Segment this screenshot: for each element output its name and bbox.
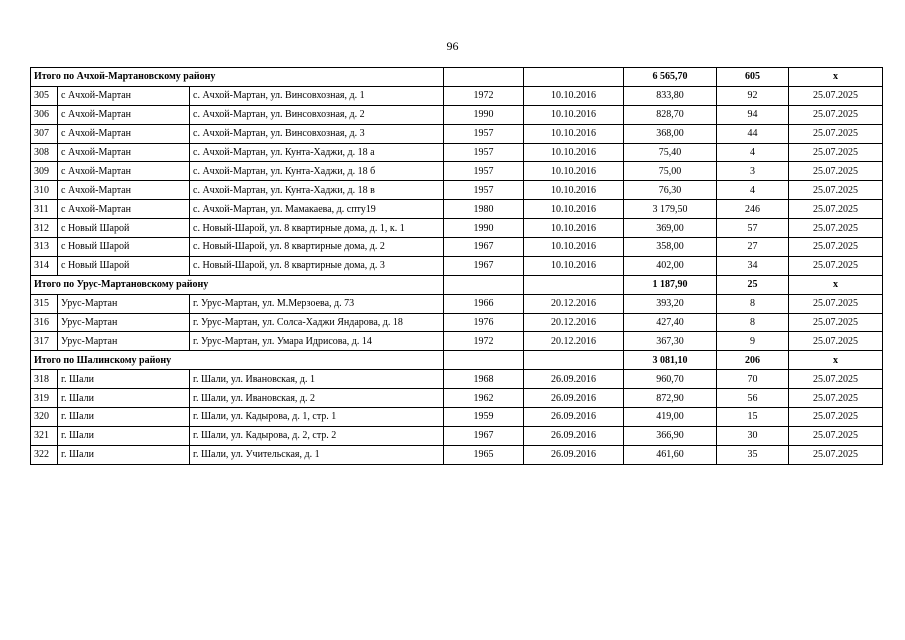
table-row	[31, 389, 883, 408]
table-row	[31, 332, 883, 351]
district-total-row	[31, 275, 883, 294]
residents-count: 246	[717, 200, 789, 219]
deadline-date: 25.07.2025	[789, 313, 883, 332]
table-row	[31, 105, 883, 124]
address: г. Шали, ул. Ивановская, д. 1	[190, 370, 444, 389]
area: 368,00	[624, 124, 717, 143]
row-number: 317	[31, 332, 58, 351]
recognition-date: 26.09.2016	[524, 389, 624, 408]
deadline-date: 25.07.2025	[789, 124, 883, 143]
area: 75,00	[624, 162, 717, 181]
construction-year: 1957	[444, 124, 524, 143]
construction-year: 1966	[444, 294, 524, 313]
area: 369,00	[624, 219, 717, 238]
recognition-date: 26.09.2016	[524, 426, 624, 445]
residents-count: 92	[717, 86, 789, 105]
area: 75,40	[624, 143, 717, 162]
housing-register-table	[30, 67, 883, 465]
total-year-empty	[444, 351, 524, 370]
construction-year: 1965	[444, 445, 524, 464]
recognition-date: 20.12.2016	[524, 294, 624, 313]
recognition-date: 26.09.2016	[524, 408, 624, 427]
address: г. Урус-Мартан, ул. Солса-Хаджи Яндарова, д. 18	[190, 313, 444, 332]
residents-count: 70	[717, 370, 789, 389]
construction-year: 1976	[444, 313, 524, 332]
deadline-date: 25.07.2025	[789, 294, 883, 313]
settlement: с Новый Шарой	[58, 238, 190, 257]
row-number: 322	[31, 445, 58, 464]
recognition-date: 20.12.2016	[524, 332, 624, 351]
construction-year: 1959	[444, 408, 524, 427]
address: с. Ачхой-Мартан, ул. Кунта-Хаджи, д. 18 в	[190, 181, 444, 200]
settlement: г. Шали	[58, 370, 190, 389]
address: с. Ачхой-Мартан, ул. Кунта-Хаджи, д. 18 б	[190, 162, 444, 181]
table-row	[31, 370, 883, 389]
deadline-date: 25.07.2025	[789, 370, 883, 389]
deadline-date: 25.07.2025	[789, 332, 883, 351]
table-row	[31, 162, 883, 181]
recognition-date: 10.10.2016	[524, 256, 624, 275]
deadline-date: 25.07.2025	[789, 445, 883, 464]
recognition-date: 10.10.2016	[524, 162, 624, 181]
residents-count: 44	[717, 124, 789, 143]
address: г. Шали, ул. Кадырова, д. 1, стр. 1	[190, 408, 444, 427]
row-number: 306	[31, 105, 58, 124]
construction-year: 1980	[444, 200, 524, 219]
construction-year: 1957	[444, 181, 524, 200]
deadline-date: 25.07.2025	[789, 86, 883, 105]
area: 828,70	[624, 105, 717, 124]
row-number: 313	[31, 238, 58, 257]
total-area: 1 187,90	[624, 275, 717, 294]
address: г. Урус-Мартан, ул. М.Мерзоева, д. 73	[190, 294, 444, 313]
area: 461,60	[624, 445, 717, 464]
area: 402,00	[624, 256, 717, 275]
total-count: 25	[717, 275, 789, 294]
total-count: 206	[717, 351, 789, 370]
construction-year: 1990	[444, 105, 524, 124]
deadline-date: 25.07.2025	[789, 219, 883, 238]
deadline-date: 25.07.2025	[789, 426, 883, 445]
address: с. Ачхой-Мартан, ул. Кунта-Хаджи, д. 18 а	[190, 143, 444, 162]
table-body	[31, 68, 883, 465]
deadline-date: 25.07.2025	[789, 389, 883, 408]
construction-year: 1972	[444, 86, 524, 105]
settlement: Урус-Мартан	[58, 313, 190, 332]
address: с. Ачхой-Мартан, ул. Мамакаева, д. спту19	[190, 200, 444, 219]
residents-count: 57	[717, 219, 789, 238]
construction-year: 1967	[444, 256, 524, 275]
recognition-date: 10.10.2016	[524, 124, 624, 143]
construction-year: 1967	[444, 426, 524, 445]
total-area: 6 565,70	[624, 68, 717, 87]
residents-count: 9	[717, 332, 789, 351]
row-number: 318	[31, 370, 58, 389]
settlement: г. Шали	[58, 408, 190, 427]
district-total-row	[31, 351, 883, 370]
settlement: с Ачхой-Мартан	[58, 162, 190, 181]
construction-year: 1968	[444, 370, 524, 389]
total-date-empty	[524, 275, 624, 294]
settlement: с Ачхой-Мартан	[58, 200, 190, 219]
area: 960,70	[624, 370, 717, 389]
row-number: 320	[31, 408, 58, 427]
total-label: Итого по Урус-Мартановскому району	[31, 275, 444, 294]
address: с. Новый-Шарой, ул. 8 квартирные дома, д. 3	[190, 256, 444, 275]
total-year-empty	[444, 275, 524, 294]
recognition-date: 10.10.2016	[524, 238, 624, 257]
residents-count: 4	[717, 181, 789, 200]
total-label: Итого по Ачхой-Мартановскому району	[31, 68, 444, 87]
area: 367,30	[624, 332, 717, 351]
residents-count: 15	[717, 408, 789, 427]
row-number: 314	[31, 256, 58, 275]
recognition-date: 10.10.2016	[524, 219, 624, 238]
recognition-date: 10.10.2016	[524, 200, 624, 219]
residents-count: 27	[717, 238, 789, 257]
settlement: с Новый Шарой	[58, 256, 190, 275]
total-count: 605	[717, 68, 789, 87]
row-number: 319	[31, 389, 58, 408]
settlement: с Ачхой-Мартан	[58, 124, 190, 143]
address: г. Шали, ул. Учительская, д. 1	[190, 445, 444, 464]
address: г. Урус-Мартан, ул. Умара Идрисова, д. 14	[190, 332, 444, 351]
construction-year: 1957	[444, 162, 524, 181]
row-number: 308	[31, 143, 58, 162]
residents-count: 4	[717, 143, 789, 162]
settlement: Урус-Мартан	[58, 332, 190, 351]
row-number: 309	[31, 162, 58, 181]
total-label: Итого по Шалинскому району	[31, 351, 444, 370]
area: 833,80	[624, 86, 717, 105]
table-row	[31, 294, 883, 313]
settlement: с Ачхой-Мартан	[58, 105, 190, 124]
construction-year: 1967	[444, 238, 524, 257]
settlement: с Ачхой-Мартан	[58, 181, 190, 200]
area: 366,90	[624, 426, 717, 445]
area: 419,00	[624, 408, 717, 427]
area: 358,00	[624, 238, 717, 257]
table-row	[31, 313, 883, 332]
table-row	[31, 256, 883, 275]
table-row	[31, 219, 883, 238]
table-row	[31, 86, 883, 105]
deadline-date: 25.07.2025	[789, 181, 883, 200]
total-year-empty	[444, 68, 524, 87]
deadline-date: 25.07.2025	[789, 200, 883, 219]
area: 872,90	[624, 389, 717, 408]
recognition-date: 20.12.2016	[524, 313, 624, 332]
settlement: г. Шали	[58, 445, 190, 464]
table-row	[31, 200, 883, 219]
row-number: 305	[31, 86, 58, 105]
address: с. Ачхой-Мартан, ул. Винсовхозная, д. 1	[190, 86, 444, 105]
address: г. Шали, ул. Ивановская, д. 2	[190, 389, 444, 408]
settlement: г. Шали	[58, 426, 190, 445]
residents-count: 35	[717, 445, 789, 464]
address: с. Ачхой-Мартан, ул. Винсовхозная, д. 3	[190, 124, 444, 143]
recognition-date: 26.09.2016	[524, 370, 624, 389]
address: с. Ачхой-Мартан, ул. Винсовхозная, д. 2	[190, 105, 444, 124]
recognition-date: 10.10.2016	[524, 86, 624, 105]
row-number: 311	[31, 200, 58, 219]
address: с. Новый-Шарой, ул. 8 квартирные дома, д. 2	[190, 238, 444, 257]
area: 76,30	[624, 181, 717, 200]
deadline-date: 25.07.2025	[789, 105, 883, 124]
settlement: Урус-Мартан	[58, 294, 190, 313]
construction-year: 1957	[444, 143, 524, 162]
area: 393,20	[624, 294, 717, 313]
row-number: 310	[31, 181, 58, 200]
construction-year: 1962	[444, 389, 524, 408]
table-row	[31, 143, 883, 162]
deadline-date: 25.07.2025	[789, 238, 883, 257]
district-total-row	[31, 68, 883, 87]
total-mark: х	[789, 351, 883, 370]
table-row	[31, 445, 883, 464]
total-mark: х	[789, 275, 883, 294]
recognition-date: 10.10.2016	[524, 105, 624, 124]
table-row	[31, 426, 883, 445]
settlement: с Новый Шарой	[58, 219, 190, 238]
settlement: с Ачхой-Мартан	[58, 86, 190, 105]
recognition-date: 10.10.2016	[524, 143, 624, 162]
table-row	[31, 181, 883, 200]
residents-count: 56	[717, 389, 789, 408]
construction-year: 1990	[444, 219, 524, 238]
address: с. Новый-Шарой, ул. 8 квартирные дома, д. 1, к. 1	[190, 219, 444, 238]
table-row	[31, 124, 883, 143]
residents-count: 8	[717, 294, 789, 313]
total-area: 3 081,10	[624, 351, 717, 370]
settlement: г. Шали	[58, 389, 190, 408]
row-number: 312	[31, 219, 58, 238]
residents-count: 34	[717, 256, 789, 275]
deadline-date: 25.07.2025	[789, 408, 883, 427]
area: 3 179,50	[624, 200, 717, 219]
table-row	[31, 408, 883, 427]
residents-count: 30	[717, 426, 789, 445]
page-number: 96	[446, 39, 459, 53]
recognition-date: 26.09.2016	[524, 445, 624, 464]
total-date-empty	[524, 351, 624, 370]
residents-count: 8	[717, 313, 789, 332]
recognition-date: 10.10.2016	[524, 181, 624, 200]
row-number: 315	[31, 294, 58, 313]
construction-year: 1972	[444, 332, 524, 351]
row-number: 316	[31, 313, 58, 332]
address: г. Шали, ул. Кадырова, д. 2, стр. 2	[190, 426, 444, 445]
residents-count: 3	[717, 162, 789, 181]
table-row	[31, 238, 883, 257]
total-date-empty	[524, 68, 624, 87]
row-number: 307	[31, 124, 58, 143]
row-number: 321	[31, 426, 58, 445]
residents-count: 94	[717, 105, 789, 124]
settlement: с Ачхой-Мартан	[58, 143, 190, 162]
deadline-date: 25.07.2025	[789, 256, 883, 275]
deadline-date: 25.07.2025	[789, 143, 883, 162]
area: 427,40	[624, 313, 717, 332]
deadline-date: 25.07.2025	[789, 162, 883, 181]
total-mark: х	[789, 68, 883, 87]
